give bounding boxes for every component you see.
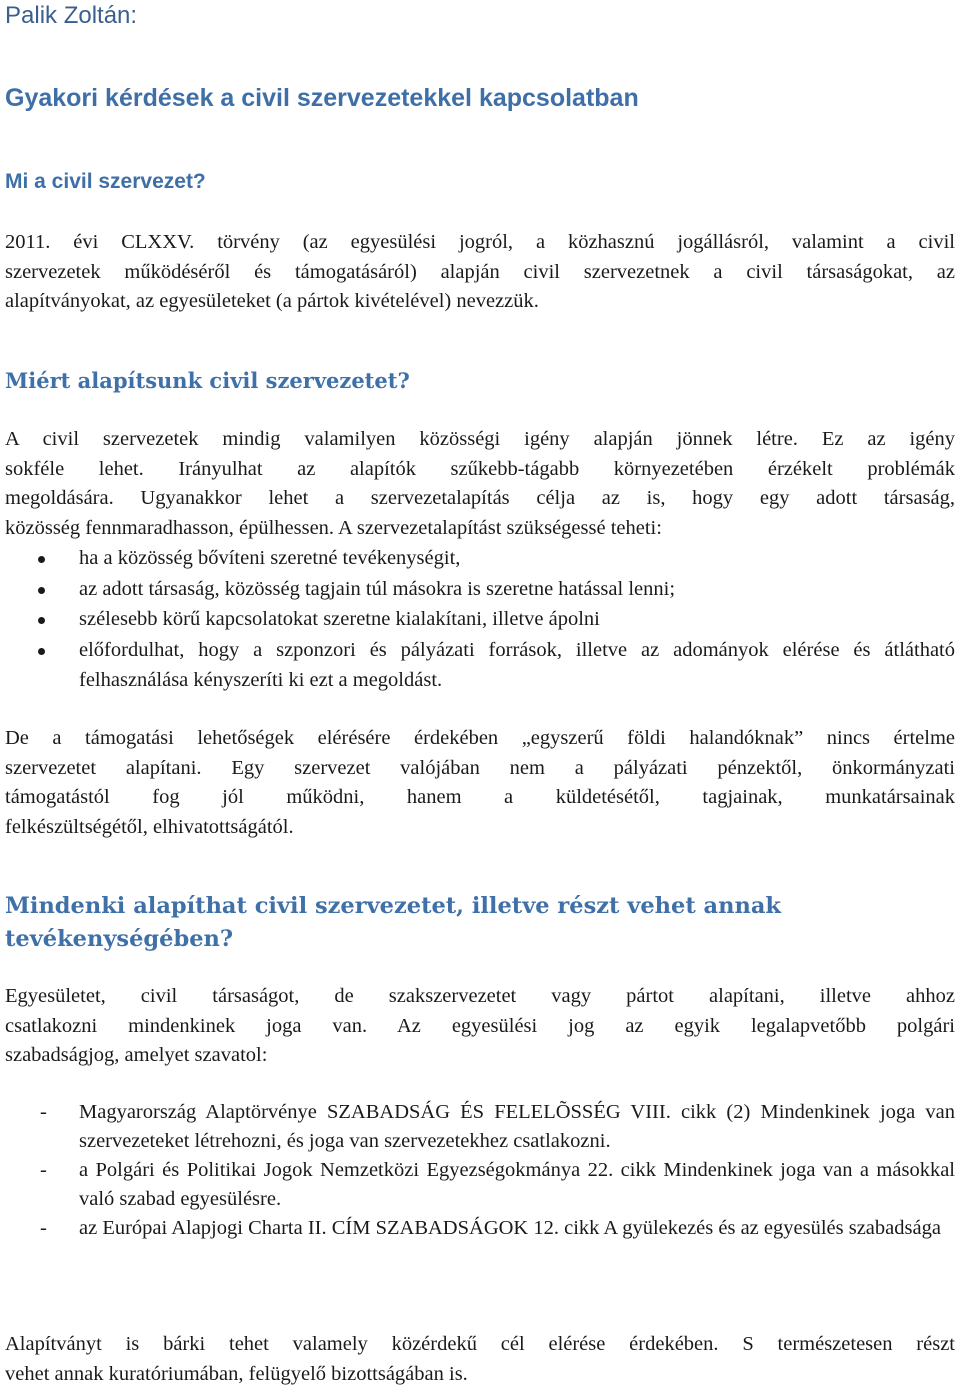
text-line: szervezetek működéséről és támogatásáról) alapján civil szervezetnek a civil társaságokat, az — [5, 258, 955, 288]
text-line: vehet annak kuratóriumában, felügyelő bizottságában is. — [5, 1360, 955, 1389]
text-line: megoldására. Ugyanakkor lehet a szervezetalapítás célja az is, hogy egy adott társaság, — [5, 484, 955, 514]
dash-marker: - — [40, 1214, 47, 1243]
dash-marker: - — [40, 1098, 47, 1127]
text-line: A civil szervezetek mindig valamilyen közösségi igény alapján jönnek létre. Ez az igény — [5, 425, 955, 455]
list-item — [5, 1214, 955, 1243]
text-line: szabadságjog, amelyet szavatol: — [5, 1041, 955, 1071]
list-item — [5, 1098, 955, 1156]
text-line: alapítványokat, az egyesületeket (a pártok kivételével) nevezzük. — [5, 287, 955, 317]
paragraph-support-note — [5, 724, 955, 842]
list-item-text: előfordulhat, hogy a szponzori és pályázati források, illetve az adományok elérése és átlátható felhasználása kényszeríti ki ezt a megoldást. — [79, 639, 955, 692]
paragraph-foundation — [5, 1330, 955, 1389]
text-line: sokféle lehet. Irányulhat az alapítók szűkebb-tágabb környezetében érzékelt problémák — [5, 455, 955, 485]
bullet-icon — [38, 648, 45, 655]
list-item-text: az Európai Alapjogi Charta II. CÍM SZABADSÁGOK 12. cikk A gyülekezés és az egyesülés szabadsága — [79, 1217, 941, 1239]
bullet-icon — [38, 617, 45, 624]
paragraph-why-found — [5, 425, 955, 543]
text-line: felkészültségétől, elhivatottságától. — [5, 813, 955, 843]
list-item — [5, 635, 955, 696]
reasons-bullet-list — [5, 543, 955, 696]
text-line: csatlakozni mindenkinek joga van. Az egyesülési jog az egyik legalapvetőbb polgári — [5, 1012, 955, 1042]
document-title: Gyakori kérdések a civil szervezetekkel kapcsolatban — [5, 84, 639, 113]
paragraph-right-of-association — [5, 982, 955, 1071]
list-item — [5, 1156, 955, 1214]
list-item — [5, 543, 955, 574]
list-item-text: Magyarország Alaptörvénye SZABADSÁG ÉS FELELÕSSÉG VIII. cikk (2) Mindenkinek joga van szervezeteket létrehozni, és joga van szervezetekhez csatlakozni. — [79, 1101, 955, 1152]
author-name: Palik Zoltán: — [5, 2, 137, 30]
text-line: támogatástól fog jól működni, hanem a küldetésétől, tagjainak, munkatársainak — [5, 783, 955, 813]
list-item — [5, 574, 955, 605]
paragraph-definition — [5, 228, 955, 317]
bullet-icon — [38, 556, 45, 563]
heading-why-found: Miért alapítsunk civil szervezetet? — [5, 368, 410, 393]
heading-what-is-civil-organization: Mi a civil szervezet? — [5, 170, 206, 194]
list-item-text: ha a közösség bővíteni szeretné tevékenységit, — [79, 547, 460, 569]
dash-marker: - — [40, 1156, 47, 1185]
text-line: De a támogatási lehetőségek elérésére érdekében „egyszerű földi halandóknak” nincs értelme — [5, 724, 955, 754]
text-line: 2011. évi CLXXV. törvény (az egyesülési jogról, a közhasznú jogállásról, valamint a civil — [5, 228, 955, 258]
list-item-text: az adott társaság, közösség tagjain túl másokra is szeretne hatással lenni; — [79, 578, 675, 600]
list-item-text: szélesebb körű kapcsolatokat szeretne kialakítani, illetve ápolni — [79, 608, 600, 630]
bullet-icon — [38, 587, 45, 594]
text-line: szervezetet alapítani. Egy szervezet valójában nem a pályázati pénzektől, önkormányzati — [5, 754, 955, 784]
legal-sources-list — [5, 1098, 955, 1243]
heading-who-can-found: Mindenki alapíthat civil szervezetet, illetve részt vehet annak tevékenységében? — [5, 890, 955, 956]
list-item — [5, 604, 955, 635]
list-item-text: a Polgári és Politikai Jogok Nemzetközi Egyezségokmánya 22. cikk Mindenkinek joga van a másokkal való szabad egyesülésre. — [79, 1159, 955, 1210]
text-line: Alapítványt is bárki tehet valamely közérdekű cél elérése érdekében. S természetesen részt — [5, 1330, 955, 1360]
text-line: Egyesületet, civil társaságot, de szakszervezetet vagy pártot alapítani, illetve ahhoz — [5, 982, 955, 1012]
text-line: közösség fennmaradhasson, épülhessen. A szervezetalapítást szükségessé teheti: — [5, 514, 955, 544]
